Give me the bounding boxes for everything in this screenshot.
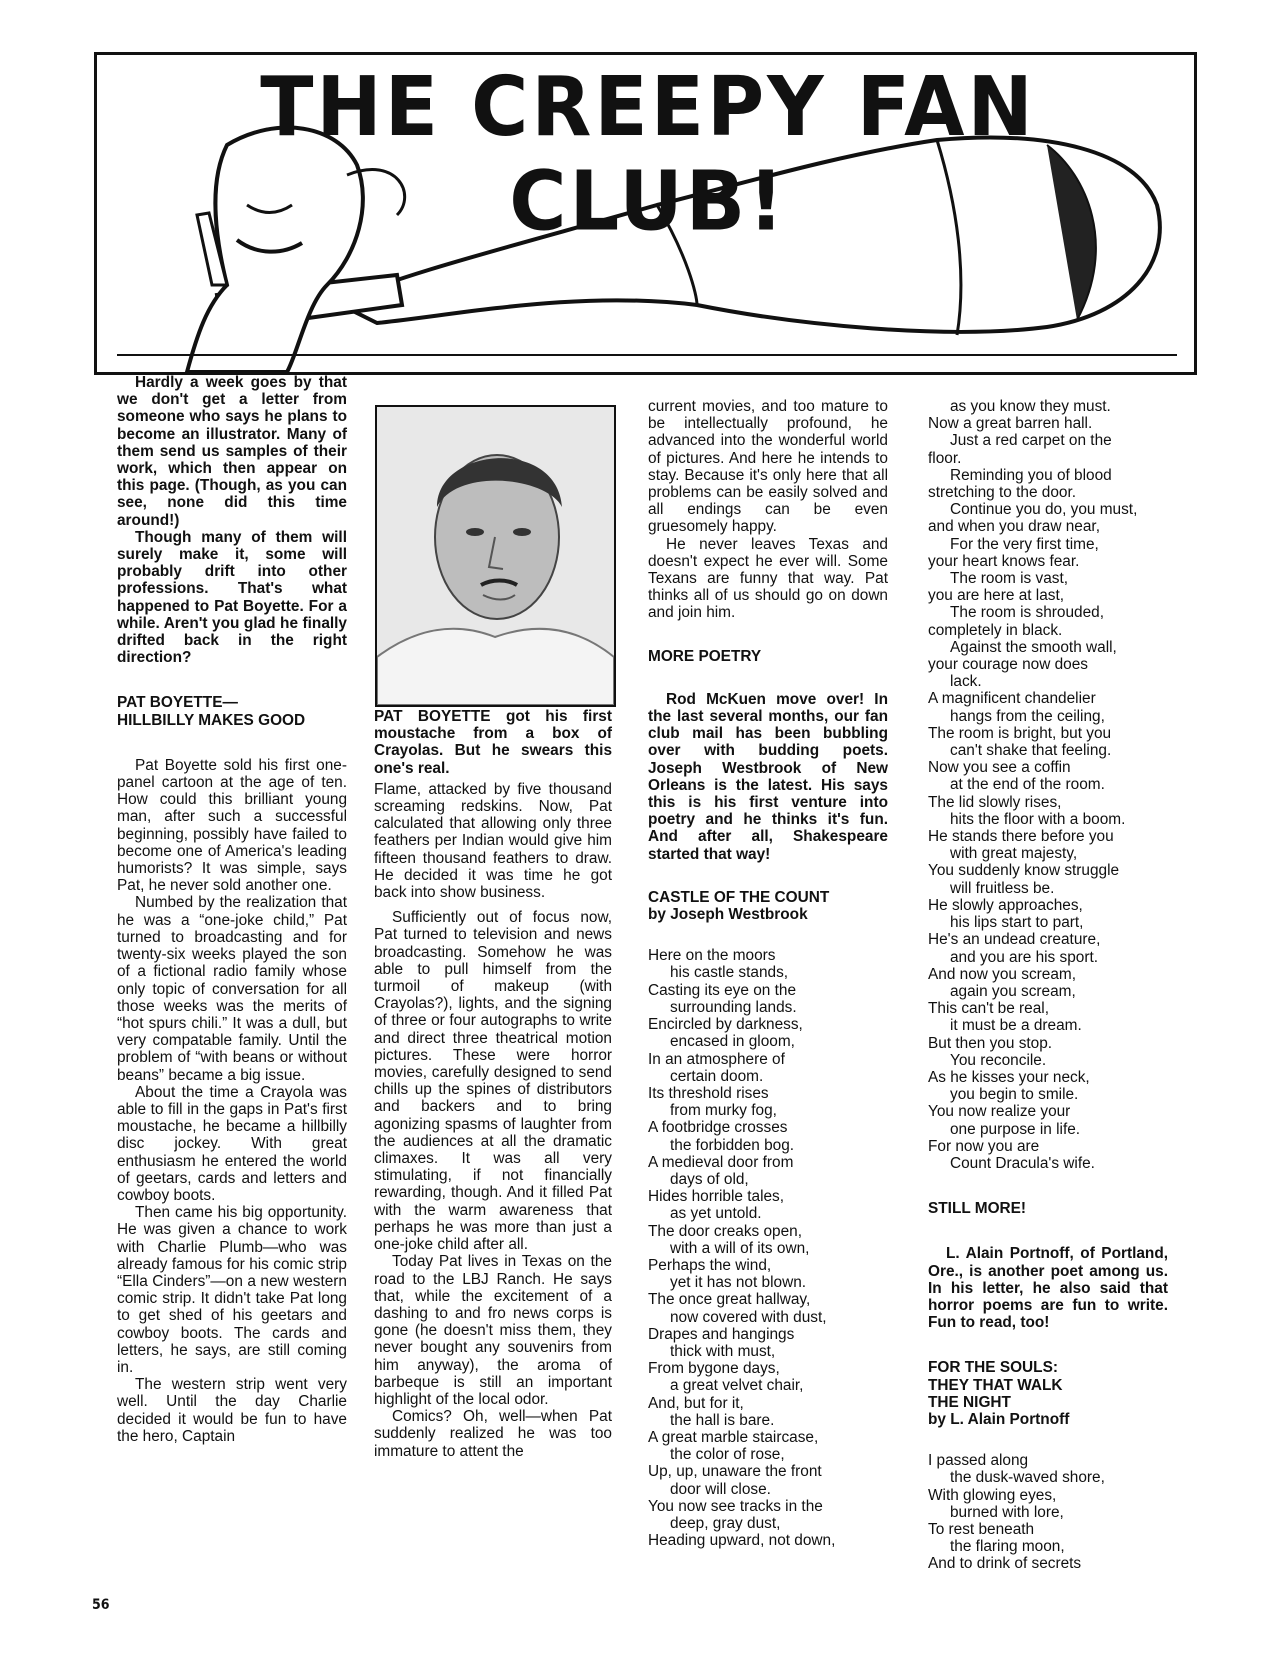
poem-line: deep, gray dust, [670,1514,781,1532]
column-2 [374,708,612,1460]
poem-title: FOR THE SOULS: [928,1359,1058,1377]
body-paragraph: Flame, attacked by five thousand screaming redskins. Now, Pat calculated that allowing only three feathers per Indian would give him fifteen thousand feathers to draw. He decided it was time he got back into show business. [374,780,612,902]
body-paragraph: Today Pat lives in Texas on the road to the LBJ Ranch. He says that, while the excitement of a dashing to and fro news corps is gone (he doesn't miss them, they never bought any souvenirs from him anyway), the aroma of barbeque is still an important highlight of the local odor. [374,1253,612,1408]
poem-line: stretching to the door. [928,484,1077,502]
poem-castle-continued [928,398,1168,1172]
section-heading: MORE POETRY [648,647,762,665]
poem-title: THE NIGHT [928,1393,1011,1411]
poem-line: your heart knows fear. [928,552,1080,570]
poem-line: Against the smooth wall, [950,638,1117,656]
poem-line: From bygone days, [648,1360,780,1378]
section-heading: HILLBILLY MAKES GOOD [117,711,306,729]
poem-line: For the very first time, [950,535,1099,553]
body-paragraph: About the time a Crayola was able to fill in the gaps in Pat's first moustache, he became a hillbilly disc jockey. With great enthusiasm he entered the world of geetars, cards and letters and cowboy boots. [117,1083,347,1204]
section-heading: STILL MORE! [928,1200,1027,1218]
poem-line: and you are his sport. [950,948,1099,966]
poem-line: Up, up, unaware the front [648,1463,822,1481]
column-1 [117,374,347,1445]
poem-line: You now see tracks in the [648,1497,823,1515]
poem-line: To rest beneath [928,1520,1035,1538]
poem-line: surrounding lands. [670,998,797,1016]
poem-line: your courage now does [928,656,1088,674]
body-paragraph: Then came his big opportunity. He was given a chance to work with Charlie Plumb—who was already famous for his comic strip “Ella Cinders”—on a new western comic strip. It didn't take Pat long to get shed of his geetars and cowboy boots. The cards and letters, he says, are still coming in. [117,1204,347,1376]
poem-line: The door creaks open, [648,1222,802,1240]
poem-line: as yet untold. [670,1205,762,1223]
poem-line: Its threshold rises [648,1084,769,1102]
poem-line: certain doom. [670,1067,764,1085]
poem-line: You reconcile. [950,1051,1047,1069]
poem-line: can't shake that feeling. [950,742,1112,760]
poem-line: as you know they must. [950,398,1111,415]
poem-line: hangs from the ceiling, [950,707,1105,725]
poem-line: Drapes and hangings [648,1325,795,1343]
column-3 [648,398,888,1549]
poem-line: But then you stop. [928,1034,1053,1052]
poem-line: This can't be real, [928,1000,1049,1018]
poem-line: door will close. [670,1480,771,1498]
poem-line: will fruitless be. [950,879,1055,897]
poem-line: completely in black. [928,621,1063,639]
poem-line: the flaring moon, [950,1538,1065,1556]
poem-line: And to drink of secrets [928,1555,1082,1573]
poem-line: I passed along [928,1452,1029,1470]
poem-line: He stands there before you [928,828,1114,846]
poem-line: And, but for it, [648,1394,744,1412]
poetry-intro: Rod McKuen move over! In the last several months, our fan club mail has been bubbling over with budding poets. Joseph Westbrook of New Orleans is the latest. His says this is his first venture into poetry and he thinks it's fun. And after all, Shakespeare started that way! [648,690,888,863]
poem-line: his lips start to part, [950,914,1084,932]
poem-line: For now you are [928,1137,1040,1155]
poem-author: by L. Alain Portnoff [928,1410,1070,1428]
column-4 [928,398,1168,1573]
poem-line: The room is vast, [950,570,1069,588]
intro-paragraph: Though many of them will surely make it, some will probably drift into other professions. That's what happened to Pat Boyette. For a while. Aren't you glad he finally drifted back in the right direction? [117,528,347,667]
poem-line: Continue you do, you must, [950,501,1138,519]
body-paragraph: Sufficiently out of focus now, Pat turned to television and news broadcasting. Somehow he was able to pull himself from the turmoil of makeup (with Crayolas?), lights, and the signing of three or four autographs to write and direct three theatrical motion pictures. These were horror movies, carefully designed to send chills up the spines of distributors and backers and to bring agonizing spasms of laughter from the audiences at all the dramatic climaxes. It was all very stimulating, if not financially rewarding, though. And it filled Pat with the warm awareness that perhaps he was more than just a one-joke child after all. [374,909,612,1254]
poem-castle-of-the-count [648,947,888,1549]
poem-line: and when you draw near, [928,518,1100,536]
poem-line: The room is bright, but you [928,724,1112,742]
poem-line: Casting its eye on the [648,981,797,999]
poem-line: the forbidden bog. [670,1136,795,1154]
body-paragraph: Numbed by the realization that he was a “one-joke child,” Pat turned to broadcasting and for twenty-six weeks played the son of a fictional radio family whose only topic of conversation for all those weeks was the merits of “hot spurs chili.” It was a dull, but very compatable family. Until the problem of “with beans or without beans” became a big issue. [117,894,347,1084]
page-title: THE CREEPY FAN CLUB! [260,60,1036,250]
poem-line: A great marble staircase, [648,1428,819,1446]
poem-line: He slowly approaches, [928,896,1083,914]
poem-line: Perhaps the wind, [648,1256,772,1274]
poem-line: Here on the moors [648,947,776,965]
still-more-intro: L. Alain Portnoff, of Portland, Ore., is another poet among us. In his letter, he also said that horror poems are fun to write. Fun to read, too! [928,1245,1168,1332]
poem-line: the hall is bare. [670,1411,775,1429]
photo-caption: PAT BOYETTE got his first moustache from a box of Crayolas. But he swears this one's real. [374,708,612,777]
poem-line: lack. [950,673,982,691]
body-paragraph: He never leaves Texas and doesn't expect he ever will. Some Texans are funny that way. Pat thinks all of us should go on down and join him. [648,535,888,622]
page-number: 56 [92,1597,110,1613]
poem-line: the color of rose, [670,1446,785,1464]
poem-line: Count Dracula's wife. [950,1154,1095,1172]
poem-line: it must be a dream. [950,1017,1082,1035]
poem-line: A footbridge crosses [648,1119,788,1137]
title-banner [94,52,1197,375]
body-paragraph: The western strip went very well. Until the day Charlie decided it would be fun to have the hero, Captain [117,1376,347,1445]
poem-line: you are here at last, [928,587,1065,605]
poem-author: by Joseph Westbrook [648,906,808,924]
poem-line: A magnificent chandelier [928,690,1096,708]
poem-line: Hides horrible tales, [648,1188,785,1206]
section-heading: PAT BOYETTE— [117,694,238,712]
poem-line: with great majesty, [950,845,1078,863]
poem-line: with a will of its own, [670,1239,810,1257]
poem-title: CASTLE OF THE COUNT [648,888,830,906]
poem-line: Now a great barren hall. [928,415,1093,433]
poem-line: Encircled by darkness, [648,1016,803,1034]
poem-line: thick with must, [670,1342,776,1360]
poem-line: a great velvet chair, [670,1377,804,1395]
poem-line: As he kisses your neck, [928,1068,1090,1086]
poem-title: THEY THAT WALK [928,1376,1063,1394]
poem-line: A medieval door from [648,1153,794,1171]
poem-for-the-souls [928,1452,1168,1572]
poem-line: And now you scream, [928,965,1076,983]
poem-line: Just a red carpet on the [950,432,1112,450]
poem-line: from murky fog, [670,1102,777,1120]
poem-line: Now you see a coffin [928,759,1071,777]
poem-line: one purpose in life. [950,1120,1081,1138]
poem-line: With glowing eyes, [928,1486,1057,1504]
poem-line: the dusk-waved shore, [950,1469,1105,1487]
poem-line: you begin to smile. [950,1086,1079,1104]
intro-paragraph: Hardly a week goes by that we don't get a letter from someone who says he plans to become an illustrator. Many of them send us samples of their work, which then appear on this page. (Though, as you can see, none did this time around!) [117,374,347,529]
pat-boyette-photo [375,405,616,707]
body-paragraph: current movies, and too mature to be intellectually profound, he advanced into the wonderful world of pictures. And here he intends to stay. Because it's only here that all problems can be easily solved and all endings can be even gruesomely happy. [648,398,888,536]
poem-line: The room is shrouded, [950,604,1104,622]
poem-line: burned with lore, [950,1503,1064,1521]
poem-line: days of old, [670,1170,749,1188]
poem-line: hits the floor with a boom. [950,810,1126,828]
poem-line: at the end of the room. [950,776,1105,794]
poem-line: encased in gloom, [670,1033,795,1051]
poem-line: again you scream, [950,982,1076,1000]
poem-line: Reminding you of blood [950,466,1112,484]
poem-line: now covered with dust, [670,1308,827,1326]
body-paragraph: Pat Boyette sold his first one-panel cartoon at the age of ten. How could this brilliant young man, after such a successful beginning, possibly have failed to become one of America's leading humorists? It was simple, says Pat, he never sold another one. [117,756,347,895]
poem-line: Heading upward, not down, [648,1532,836,1550]
poem-line: his castle stands, [670,964,789,982]
portrait-illustration [377,407,614,705]
poem-line: You suddenly know struggle [928,862,1120,880]
poem-line: floor. [928,449,962,467]
body-paragraph: Comics? Oh, well—when Pat suddenly realized he was too immature to attent the [374,1408,612,1460]
poem-line: In an atmosphere of [648,1050,785,1068]
poem-line: yet it has not blown. [670,1274,807,1292]
poem-line: You now realize your [928,1103,1071,1121]
poem-line: The lid slowly rises, [928,793,1062,811]
poem-line: The once great hallway, [648,1291,811,1309]
poem-line: He's an undead creature, [928,931,1101,949]
